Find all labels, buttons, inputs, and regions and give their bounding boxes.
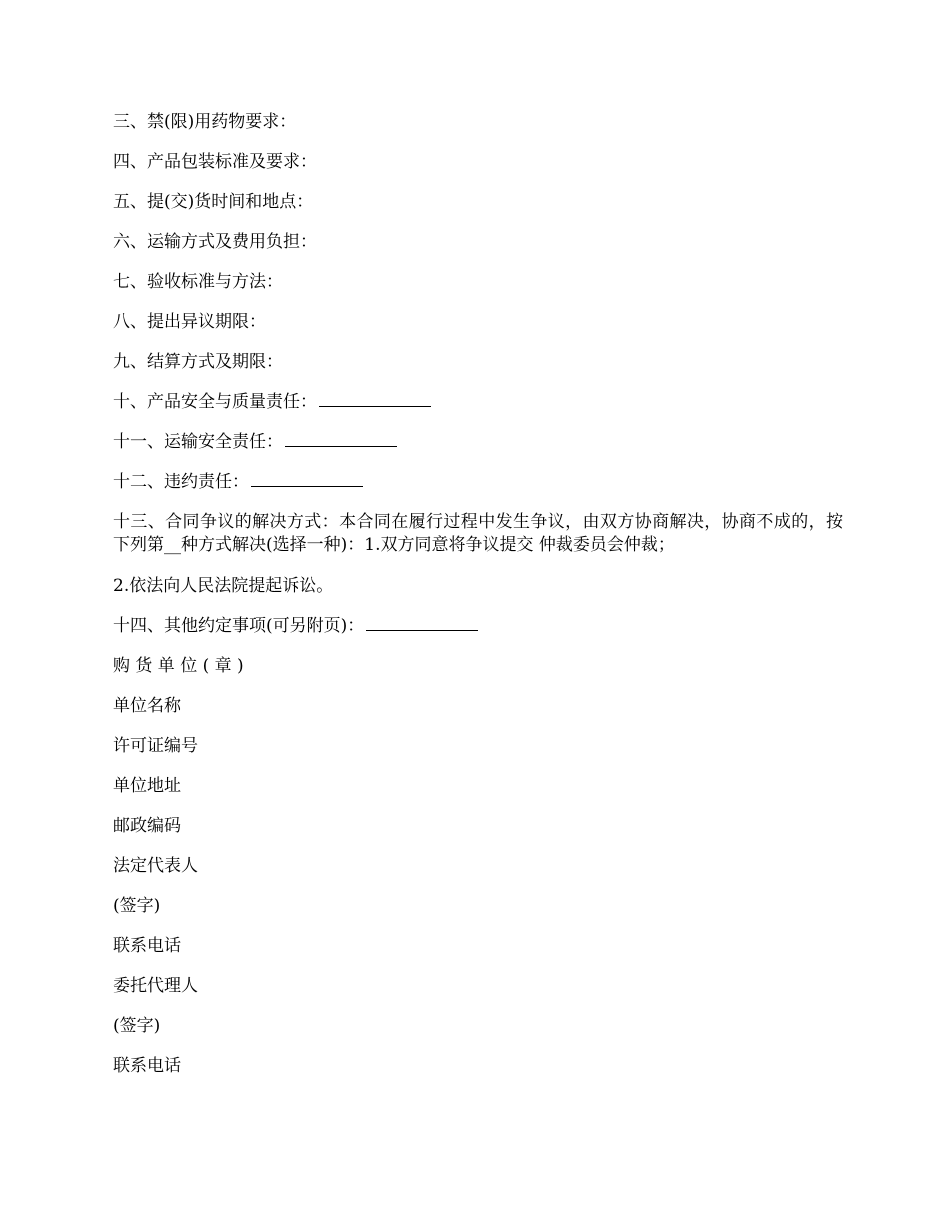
contract-page: [113, 111, 843, 1095]
clause-8: [113, 311, 843, 333]
buyer-address: [113, 775, 843, 797]
clause-11-text: 十一、运输安全责任：: [113, 432, 283, 452]
buyer-postal-code-label: 邮政编码: [113, 816, 181, 836]
buyer-phone-2-label: 联系电话: [113, 1056, 181, 1076]
buyer-address-label: 单位地址: [113, 776, 181, 796]
clause-11-blank: [285, 431, 397, 447]
clause-4-text: 四、产品包装标准及要求：: [113, 152, 317, 172]
clause-3-text: 三、禁(限)用药物要求：: [113, 112, 297, 132]
clause-14-blank: [366, 615, 478, 631]
clause-6: [113, 231, 843, 253]
clause-14: [113, 615, 843, 637]
clause-13-text: 十三、合同争议的解决方式：本合同在履行过程中发生争议，由双方协商解决，协商不成的，按下列第__种方式解决(选择一种)：1.双方同意将争议提交 仲裁委员会仲裁；: [113, 512, 843, 555]
buyer-license-no-label: 许可证编号: [113, 736, 198, 756]
buyer-heading: [113, 655, 843, 677]
buyer-legal-rep-label: 法定代表人: [113, 856, 198, 876]
clause-9: [113, 351, 843, 373]
clause-11: [113, 431, 843, 453]
clause-12: [113, 471, 843, 493]
buyer-signature-1: [113, 895, 843, 917]
clause-5: [113, 191, 843, 213]
buyer-signature-2: [113, 1015, 843, 1037]
buyer-phone-2: [113, 1055, 843, 1077]
buyer-license-no: [113, 735, 843, 757]
buyer-unit-name-label: 单位名称: [113, 696, 181, 716]
buyer-signature-1-label: (签字): [113, 896, 161, 916]
clause-10: [113, 391, 843, 413]
buyer-legal-rep: [113, 855, 843, 877]
clause-4: [113, 151, 843, 173]
clause-10-text: 十、产品安全与质量责任：: [113, 392, 317, 412]
buyer-phone-1: [113, 935, 843, 957]
clause-8-text: 八、提出异议期限：: [113, 312, 266, 332]
clause-7: [113, 271, 843, 293]
clause-6-text: 六、运输方式及费用负担：: [113, 232, 317, 252]
buyer-unit-name: [113, 695, 843, 717]
buyer-phone-1-label: 联系电话: [113, 936, 181, 956]
buyer-agent-label: 委托代理人: [113, 976, 198, 996]
clause-13-option-2: [113, 575, 843, 597]
clause-7-text: 七、验收标准与方法：: [113, 272, 283, 292]
clause-12-text: 十二、违约责任：: [113, 472, 249, 492]
buyer-signature-2-label: (签字): [113, 1016, 161, 1036]
clause-14-text: 十四、其他约定事项(可另附页)：: [113, 616, 365, 636]
clause-10-blank: [319, 391, 431, 407]
buyer-agent: [113, 975, 843, 997]
clause-13: [113, 511, 843, 557]
clause-3: [113, 111, 843, 133]
clause-13-option-2-text: 2.依法向人民法院提起诉讼。: [113, 576, 334, 596]
clause-5-text: 五、提(交)货时间和地点：: [113, 192, 314, 212]
clause-9-text: 九、结算方式及期限：: [113, 352, 283, 372]
buyer-heading-text: 购 货 单 位 ( 章 ): [113, 656, 244, 676]
clause-12-blank: [251, 471, 363, 487]
buyer-postal-code: [113, 815, 843, 837]
